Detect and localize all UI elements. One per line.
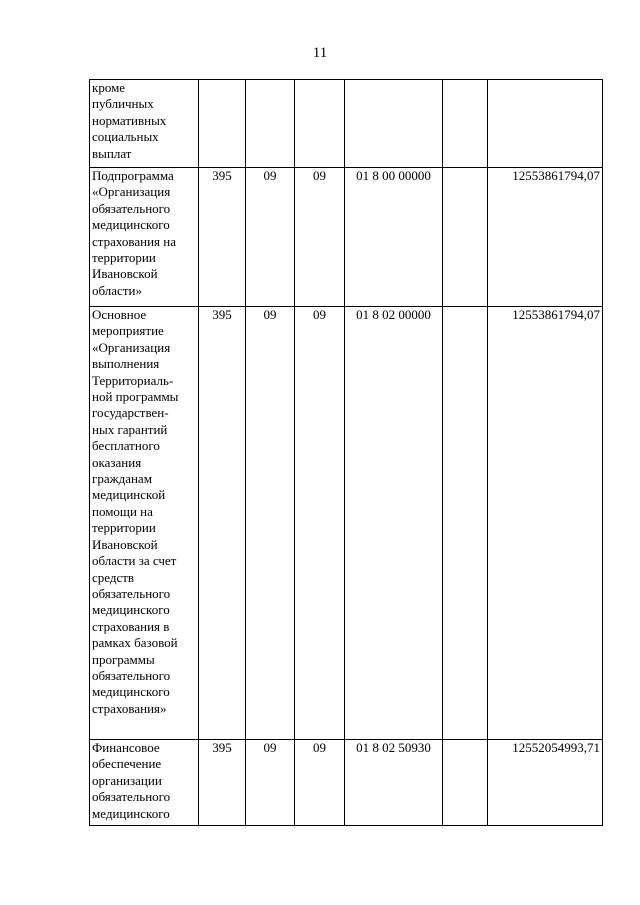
admin-code-cell: 395 — [199, 168, 246, 307]
amount-cell: 12552054993,71 — [488, 740, 603, 826]
table-row — [90, 740, 603, 826]
section-cell: 09 — [246, 168, 295, 307]
amount-cell: 12553861794,07 — [488, 307, 603, 740]
table-row — [90, 307, 603, 740]
expense-type-cell — [443, 740, 488, 826]
admin-code-cell: 395 — [199, 307, 246, 740]
expense-type-cell — [443, 307, 488, 740]
amount-cell: 12553861794,07 — [488, 168, 603, 307]
expense-type-cell — [443, 80, 488, 168]
subsection-cell — [295, 80, 345, 168]
table-row — [90, 168, 603, 307]
section-cell: 09 — [246, 740, 295, 826]
budget-table — [89, 79, 603, 826]
target-article-cell: 01 8 00 00000 — [345, 168, 443, 307]
section-cell — [246, 80, 295, 168]
target-article-cell: 01 8 02 50930 — [345, 740, 443, 826]
subsection-cell: 09 — [295, 307, 345, 740]
row-name-cell: Подпрограмма «Организация обязательного медицинского страхования на территории Ивановской области» — [90, 168, 199, 307]
target-article-cell: 01 8 02 00000 — [345, 307, 443, 740]
table-row — [90, 80, 603, 168]
admin-code-cell — [199, 80, 246, 168]
amount-cell — [488, 80, 603, 168]
page-number: 11 — [312, 45, 328, 61]
row-name-cell: кроме публичных нормативных социальных выплат — [90, 80, 199, 168]
row-name-cell: Финансовое обеспечение организации обязательного медицинского — [90, 740, 199, 826]
target-article-cell — [345, 80, 443, 168]
subsection-cell: 09 — [295, 740, 345, 826]
admin-code-cell: 395 — [199, 740, 246, 826]
row-name-cell: Основное мероприятие «Организация выполнения Территориаль- ной программы государствен- ных гарантий бесплатного оказания гражданам медицинской помощи на территории Ивановской области за счет средств обязательного медицинского страхования в рамках базовой программы обязательного медицинского страхования» — [90, 307, 199, 740]
expense-type-cell — [443, 168, 488, 307]
section-cell: 09 — [246, 307, 295, 740]
subsection-cell: 09 — [295, 168, 345, 307]
